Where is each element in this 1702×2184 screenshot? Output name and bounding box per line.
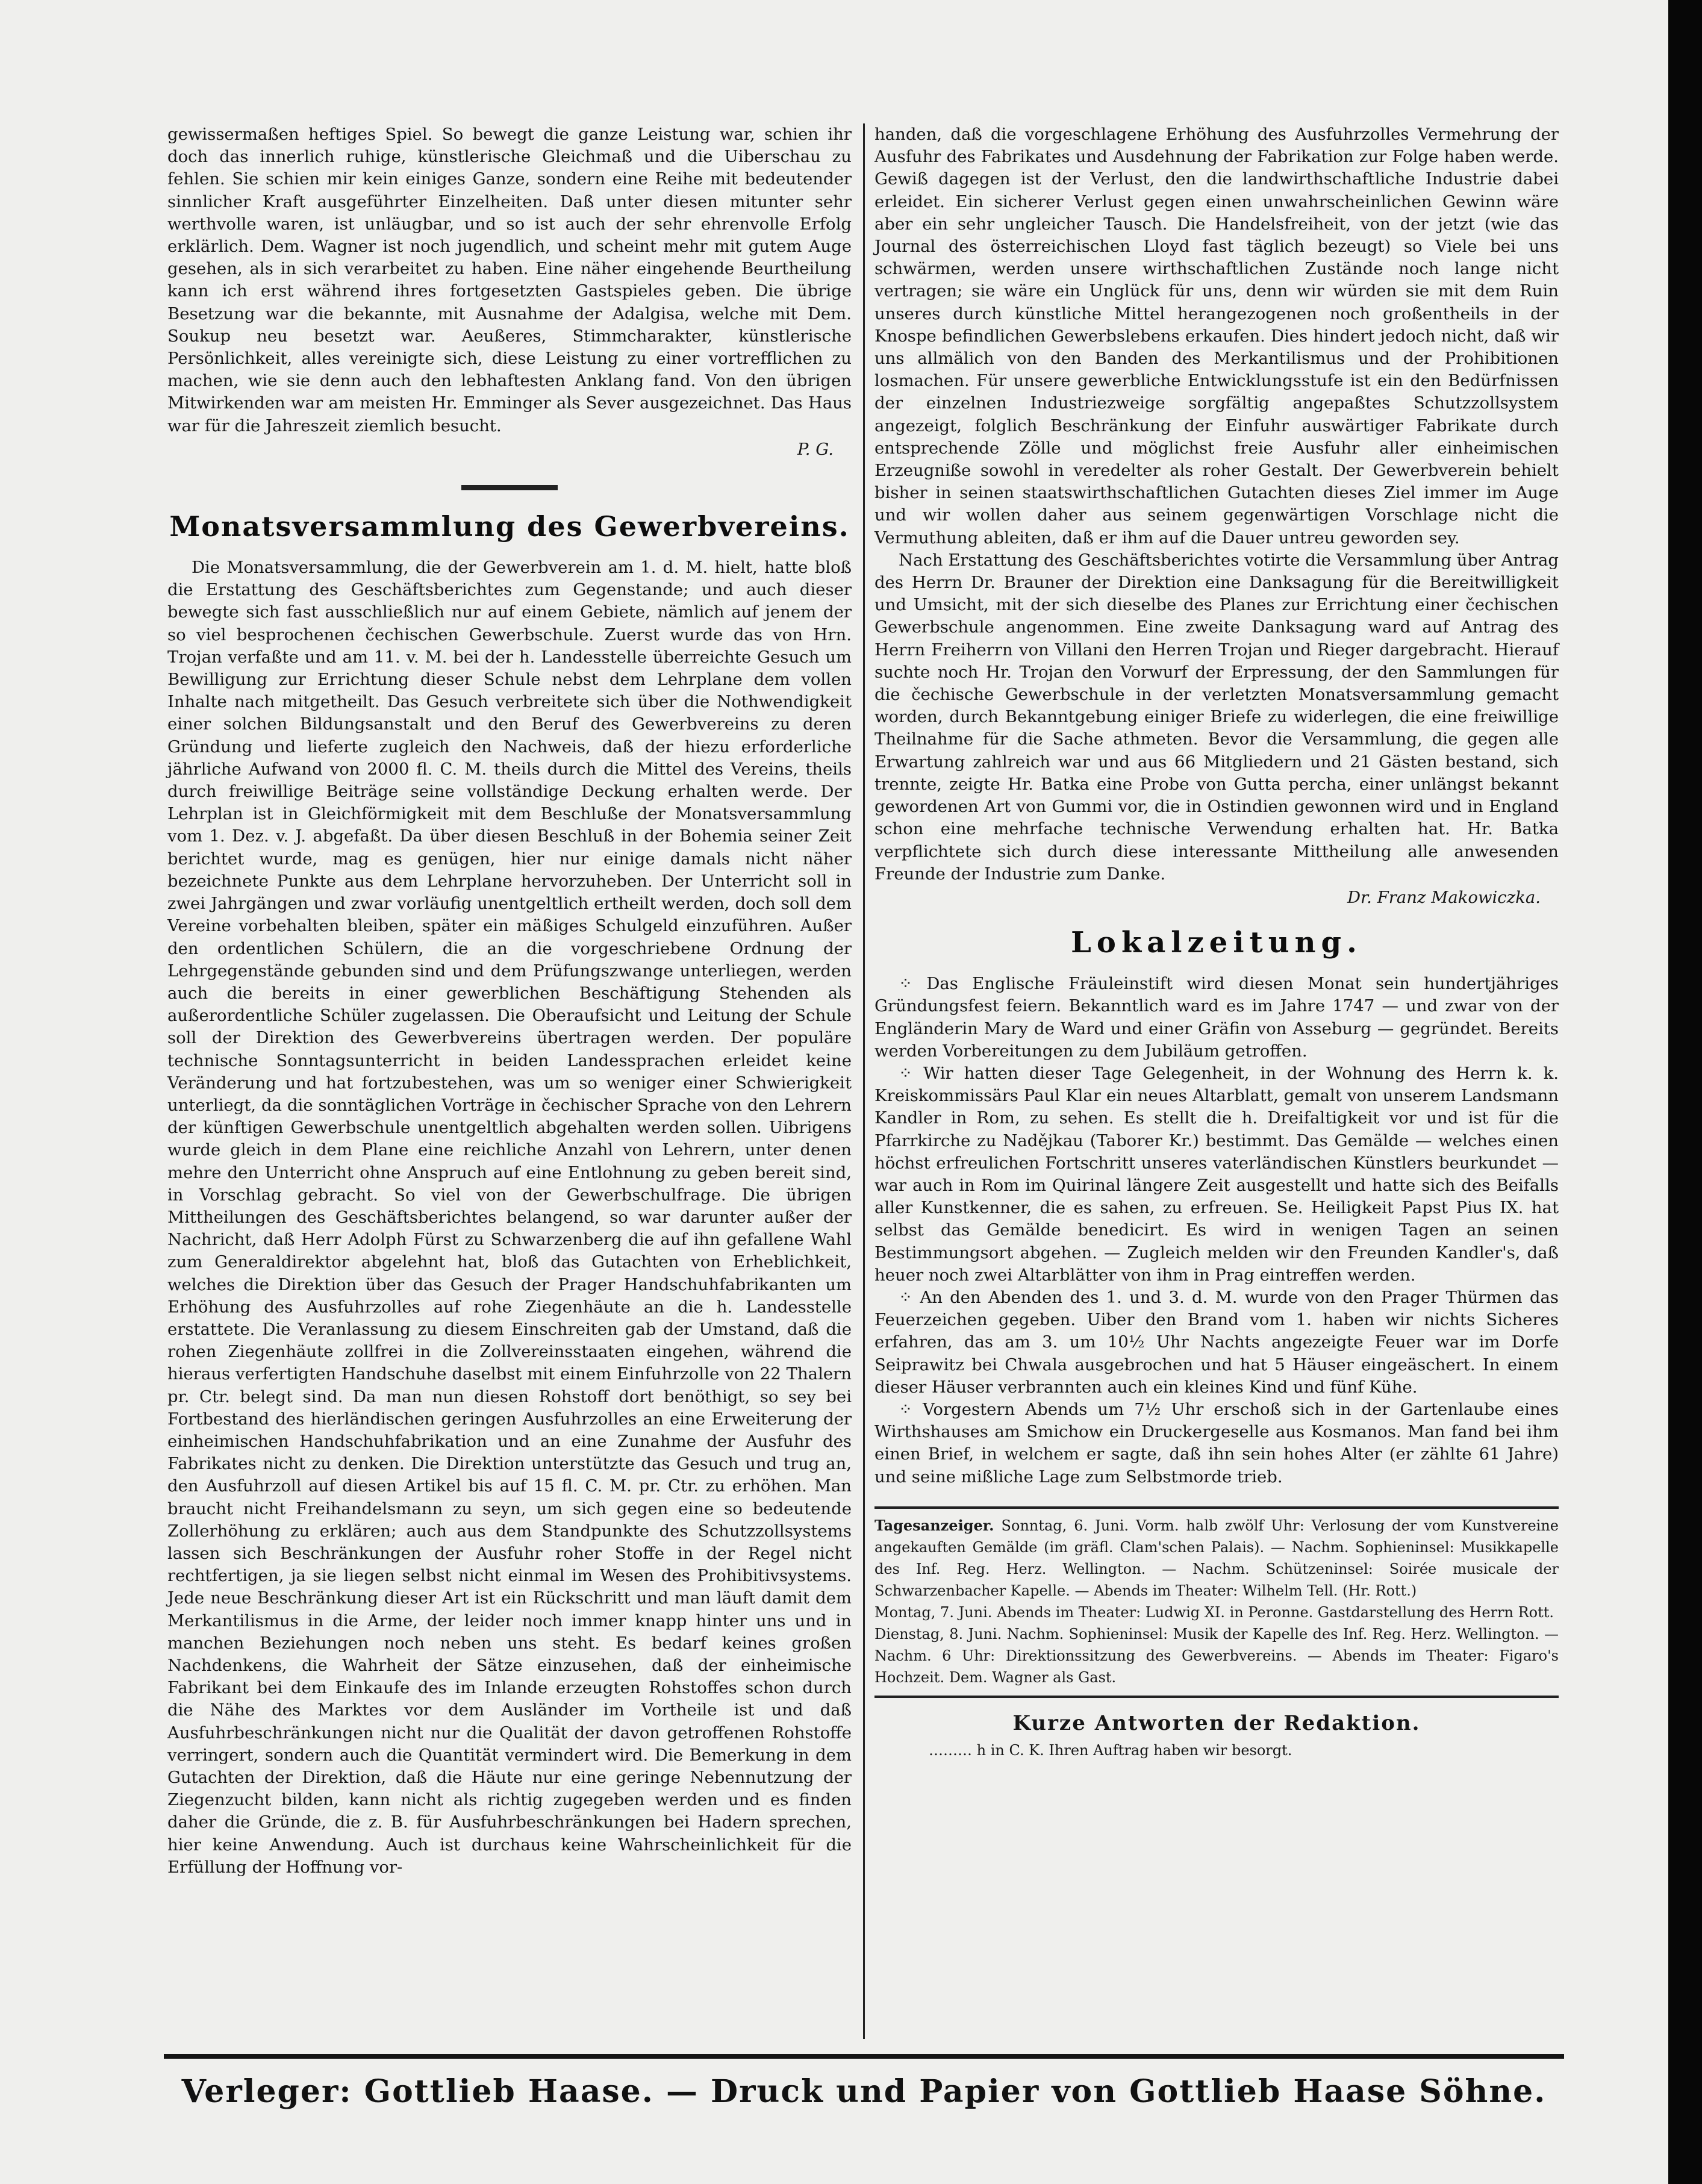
article-continuation: handen, daß die vorgeschlagene Erhöhung des Ausfuhrzolles Vermehrung der Ausfuhr des Fabrikates und Ausdehnung der Fabrikation zur Folge haben werde. Gewiß dagegen ist der Verlust, den die landwirthschaftliche Industrie dabei erleidet. Ein sicherer Verlust gegen einen unwahrscheinlichen Gewinn wäre aber ein sehr ungleicher Tausch. Die Handelsfreiheit, von der jetzt (wie das Journal des österreichischen Lloyd fast täglich bezeugt) so Viele bei uns schwärmen, werden unsere wirthschaftlichen Zustände noch lange nicht vertragen; sie wäre ein Unglück für uns, denn wir würden sie mit dem Ruin unseres durch künstliche Mittel herangezogenen noch großentheils in der Knospe befindlichen Gewerbslebens erkaufen. Dies hindert jedoch nicht, daß wir uns allmälich von den Banden des Merkantilismus und der Prohibitionen losmachen. Für unsere gewerbliche Entwicklungsstufe ist ein den Bedürfnissen der einzelnen Industriezweige sorgfältig angepaßtes Schutzzollsystem angezeigt, folglich Beschränkung der Einfuhr auswärtiger Fabrikate durch entsprechende Zölle und möglichst freie Ausfuhr aller einheimischen Erzeugniße sowohl in veredelter als roher Gestalt. Der Gewerbverein behielt bisher in seinen staatswirthschaftlichen Gutachten dieses Ziel immer im Auge und wir wollen daher aus seinem gegenwärtigen Vorschlage nicht die Vermuthung ableiten, daß er ihm auf die Dauer untreu geworden sey. xyxy=(874,125,1559,548)
left-column xyxy=(167,123,852,1879)
article-continuation-2: Nach Erstattung des Geschäftsberichtes votirte die Versammlung über Antrag des Herrn Dr. Brauner der Direktion eine Danksagung für die Bereitwilligkeit und Umsicht, mit der sich dieselbe des Planes zur Errichtung einer čechischen Gewerbschule angenommen. Eine zweite Danksagung ward auf Antrag des Herrn Freiherrn von Villani den Herren Trojan und Rieger dargebracht. Hierauf suchte noch Hr. Trojan den Vorwurf der Erpressung, der den Sammlungen für die čechische Gewerbschule in der verletzten Monatsversammlung gemacht worden, durch Bekanntgebung einiger Briefe zu widerlegen, die eine freiwillige Theilnahme für die Sache athmeten. Bevor die Versammlung, die gegen alle Erwartung zahlreich war und aus 66 Mitgliedern und 21 Gästen bestand, sich trennte, zeigte Hr. Batka eine Probe von Gutta percha, einer unlängst bekannt gewordenen Art von Gummi vor, die in Ostindien gewonnen wird und in England schon eine mehrfache technische Verwendung erhalten hat. Hr. Batka verpflichtete sich durch diese interessante Mittheilung alle anwesenden Freunde der Industrie zum Danke. xyxy=(874,550,1559,884)
editorial-answers-title: Kurze Antworten der Redaktion. xyxy=(1012,1711,1421,1735)
tagesanzeiger-entry: Montag, 7. Juni. Abends im Theater: Ludwig XI. in Peronne. Gastdarstellung des Herrn Rott. xyxy=(874,1603,1554,1621)
tagesanzeiger-entry-text: Sonntag, 6. Juni. Vorm. halb zwölf Uhr: Verlosung der vom Kunstvereine angekauften Gemälde (im gräfl. Clam'schen Palais). — Nachm. Sophieninsel: Musikkapelle des Inf. Reg. Herz. Wellington. — Nachm. Schützeninsel: Soirée musicale der Schwarzenbacher Kapelle. — Abends im Theater: Wilhelm Tell. (Hr. Rott.) xyxy=(874,1517,1559,1599)
local-item: ⁘ Das Englische Fräuleinstift wird diesen Monat sein hundertjähriges Gründungsfest feiern. Bekanntlich ward es im Jahre 1747 — und zwar von der Engländerin Mary de Ward und einer Gräfin von Asseburg — gegründet. Bereits werden Vorbereitungen zu dem Jubiläum getroffen. xyxy=(874,974,1559,1061)
local-item-text: Das Englische Fräuleinstift wird diesen Monat sein hundertjähriges Gründungsfest feiern. Bekanntlich ward es im Jahre 1747 — und zwar von der Engländerin Mary de Ward und einer Gräfin von Asseburg — gegründet. Bereits werden Vorbereitungen zu dem Jubiläum getroffen. xyxy=(874,974,1559,1061)
local-item: ⁘ Wir hatten dieser Tage Gelegenheit, in der Wohnung des Herrn k. k. Kreiskommissärs Paul Klar ein neues Altarblatt, gemalt von unserem Landsmann Kandler in Rom, zu sehen. Es stellt die h. Dreifaltigkeit vor und ist für die Pfarrkirche zu Nadějkau (Taborer Kr.) bestimmt. Das Gemälde — welches einen höchst erfreulichen Fortschritt unseres vaterländischen Künstlers beurkundet — war auch in Rom im Quirinal längere Zeit ausgestellt und hatte sich des Beifalls aller Kunstkenner, die es sahen, zu erfreuen. Se. Heiligkeit Papst Pius IX. hat selbst das Gemälde benedicirt. Es wird in wenigen Tagen an seinen Bestimmungsort abgehen. — Zugleich melden wir den Freunden Kandler's, daß heuer noch zwei Altarblätter von ihm in Prag eintreffen werden. xyxy=(874,1063,1559,1285)
column-divider xyxy=(863,123,865,2039)
local-item: ⁘ Vorgestern Abends um 7½ Uhr erschoß sich in der Gartenlaube eines Wirthshauses am Smichow ein Druckergeselle aus Kosmanos. Man fand bei ihm einen Brief, in welchem er sagte, daß ihn sein hohes Alter (er zählte 61 Jahre) und seine mißliche Lage zum Selbstmorde trieb. xyxy=(874,1399,1559,1487)
tagesanzeiger-entry xyxy=(874,1515,1559,1602)
tagesanzeiger-entry: Dienstag, 8. Juni. Nachm. Sophieninsel: Musik der Kapelle des Inf. Reg. Herz. Wellington. — Nachm. 6 Uhr: Direktionssitzung des Gewerbvereins. — Abends im Theater: Figaro's Hochzeit. Dem. Wagner als Gast. xyxy=(874,1625,1559,1686)
publisher-imprint: Verleger: Gottlieb Haase. — Druck und Papier von Gottlieb Haase Söhne. xyxy=(181,2073,1547,2110)
local-item: ⁘ An den Abenden des 1. und 3. d. M. wurde von den Prager Thürmen das Feuerzeichen gegeben. Uiber den Brand vom 1. haben wir nichts Sicheres erfahren, das am 3. um 10½ Uhr Nachts angezeigte Feuer war im Dorfe Seiprawitz bei Chwala ausgebrochen und hat 5 Häuser eingeäschert. In einem dieser Häuser verbrannten auch ein kleines Kind und fünf Kühe. xyxy=(874,1287,1559,1397)
local-news-title: Lokalzeitung. xyxy=(1071,926,1362,960)
local-item-text: An den Abenden des 1. und 3. d. M. wurde von den Prager Thürmen das Feuerzeichen gegeben. Uiber den Brand vom 1. haben wir nichts Sicheres erfahren, das am 3. um 10½ Uhr Nachts angezeigte Feuer war im Dorfe Seiprawitz bei Chwala ausgebrochen und hat 5 Häuser eingeäschert. In einem dieser Häuser verbrannten auch ein kleines Kind und fünf Kühe. xyxy=(874,1287,1559,1397)
editorial-answer: ……… h in C. K. Ihren Auftrag haben wir besorgt. xyxy=(929,1741,1292,1759)
article-body: Die Monatsversammlung, die der Gewerbverein am 1. d. M. hielt, hatte bloß die Erstattung des Geschäftsberichtes zum Gegenstande; und auch dieser bewegte sich fast ausschließlich nur auf einem Gebiete, nämlich auf jenem der so viel besprochenen čechischen Gewerbschule. Zuerst wurde das von Hrn. Trojan verfaßte und am 11. v. M. bei der h. Landesstelle überreichte Gesuch um Bewilligung zur Errichtung dieser Schule nebst dem Lehrplane dem vollen Inhalte nach mitgetheilt. Das Gesuch verbreitete sich über die Nothwendigkeit einer solchen Bildungsanstalt und den Beruf des Gewerbvereins zu deren Gründung und lieferte zugleich den Nachweis, daß der hiezu erforderliche jährliche Aufwand von 2000 fl. C. M. theils durch die Mittel des Vereins, theils durch freiwillige Beiträge seine vollständige Deckung erhalten werde. Der Lehrplan ist in Gleichförmigkeit mit dem Beschluße der Monatsversammlung vom 1. Dez. v. J. abgefaßt. Da über diesen Beschluß in der Bohemia seiner Zeit berichtet wurde, mag es genügen, hier nur einige damals nicht näher bezeichnete Punkte aus dem Lehrplane hervorzuheben. Der Unterricht soll in zwei Jahrgängen und zwar vorläufig unentgeltlich ertheilt werden, doch soll dem Vereine vorbehalten bleiben, später ein mäßiges Schulgeld einzuführen. Außer den ordentlichen Schülern, die an die vorgeschriebene Ordnung der Lehrgegenstände gebunden sind und dem Prüfungszwange unterliegen, werden auch die bereits in einer gewerblichen Beschäftigung Stehenden als außerordentliche Schüler zugelassen. Die Oberaufsicht und Leitung der Schule soll der Direktion des Gewerbvereins übertragen werden. Der populäre technische Sonntagsunterricht in beiden Landessprachen erleidet keine Veränderung und hat fortzubestehen, was um so weniger einer Schwierigkeit unterliegt, da die sonntäglichen Vorträge in čechischer Sprache von den Lehrern der künftigen Gewerbschule unentgeltlich abgehalten werden sollen. Uibrigens wurde gleich in dem Plane eine reichliche Anzahl von Lehrern, unter denen mehre den Unterricht ohne Anspruch auf eine Entlohnung zu geben bereit sind, in Vorschlag gebracht. So viel von der Gewerbschulfrage. Die übrigen Mittheilungen des Geschäftsberichtes belangend, so war darunter außer der Nachricht, daß Herr Adolph Fürst zu Schwarzenberg die auf ihn gefallene Wahl zum Generaldirektor abgelehnt hat, bloß das Gutachten von Erheblichkeit, welches die Direktion über das Gesuch der Prager Handschuhfabrikanten um Erhöhung des Ausfuhrzolles auf rohe Ziegenhäute an die h. Landesstelle erstattete. Die Veranlassung zu diesem Einschreiten gab der Umstand, daß die rohen Ziegenhäute zollfrei in die Zollvereinsstaaten eingehen, während die hieraus verfertigten Handschuhe daselbst mit einem Einfuhrzolle von 22 Thalern pr. Ctr. belegt sind. Da man nun diesen Rohstoff dort benöthigt, so sey bei Fortbestand des hierländischen geringen Ausfuhrzolles an eine Erweiterung der einheimischen Handschuhfabrikation und an eine Zunahme der Ausfuhr des Fabrikates nicht zu denken. Die Direktion unterstützte das Gesuch und trug an, den Ausfuhrzoll auf diesen Artikel bis auf 15 fl. C. M. pr. Ctr. zu erhöhen. Man braucht nicht Freihandelsmann zu seyn, um sich gegen eine so bedeutende Zollerhöhung zu erklären; auch aus dem Standpunkte des Schutzzollsystems lassen sich Beschränkungen der Ausfuhr roher Stoffe in der Regel nicht rechtfertigen, ja sie liegen selbst nicht einmal im Wesen des Prohibitivsystems. Jede neue Beschränkung dieser Art ist ein Rückschritt und man läuft damit dem Merkantilismus in die Arme, der leider noch immer knapp hinter uns und in manchen Beziehungen noch neben uns steht. Es bedarf keines großen Nachdenkens, die Wahrheit der Sätze einzusehen, daß der einheimische Fabrikant bei dem Einkaufe des im Inlande erzeugten Rohstoffes schon durch die Nähe des Marktes vor dem Ausländer im Vortheile ist und daß Ausfuhrbeschränkungen nicht nur die Qualität der davon getroffenen Rohstoffe verringert, sondern auch die Quantität vermindert wird. Die Bemerkung in dem Gutachten der Direktion, daß die Häute nur eine geringe Nebennutzung der Ziegenzucht bilden, kann nicht als richtig zugegeben werden und es finden daher die Gründe, die z. B. für Ausfuhrbeschränkungen bei Hadern sprechen, hier keine Anwendung. Auch ist durchaus keine Wahrscheinlichkeit für die Erfüllung der Hoffnung vor- xyxy=(167,558,852,1877)
scan-dark-edge xyxy=(1668,0,1702,2184)
local-item-text: Wir hatten dieser Tage Gelegenheit, in der Wohnung des Herrn k. k. Kreiskommissärs Paul Klar ein neues Altarblatt, gemalt von unserem Landsmann Kandler in Rom, zu sehen. Es stellt die h. Dreifaltigkeit vor und ist für die Pfarrkirche zu Nadějkau (Taborer Kr.) bestimmt. Das Gemälde — welches einen höchst erfreulichen Fortschritt unseres vaterländischen Künstlers beurkundet — war auch in Rom im Quirinal längere Zeit ausgestellt und hatte sich des Beifalls aller Kunstkenner, die es sahen, zu erfreuen. Se. Heiligkeit Papst Pius IX. hat selbst das Gemälde benedicirt. Es wird in wenigen Tagen an seinen Bestimmungsort abgehen. — Zugleich melden wir den Freunden Kandler's, daß heuer noch zwei Altarblätter von ihm in Prag eintreffen werden. xyxy=(874,1063,1559,1285)
theater-review-paragraph: gewissermaßen heftiges Spiel. So bewegt die ganze Leistung war, schien ihr doch das innerlich ruhige, künstlerische Gleichmaß und die Uiberschau zu fehlen. Sie schien mir kein einiges Ganze, sondern eine Reihe mit bedeutender sinnlicher Kraft ausgeführter Einzelheiten. Daß unter diesen mitunter sehr werthvolle waren, ist unläugbar, und so ist auch der sehr ehrenvolle Erfolg erklärlich. Dem. Wagner ist noch jugendlich, und scheint mehr mit gutem Auge gesehen, als in sich verarbeitet zu haben. Eine näher eingehende Beurtheilung kann ich erst während ihres fortgesetzten Gastspieles geben. Die übrige Besetzung war die bekannte, mit Ausnahme der Adalgisa, welche mit Dem. Soukup neu besetzt war. Aeußeres, Stimmcharakter, künstlerische Persönlichkeit, alles vereinigte sich, diese Leistung zu einer vortrefflichen zu machen, wie sie denn auch den lebhaftesten Anklang fand. Von den übrigen Mitwirkenden war am meisten Hr. Emminger als Sever ausgezeichnet. Das Haus war für die Jahreszeit ziemlich besucht. xyxy=(167,125,852,435)
article-title: Monatsversammlung des Gewerbvereins. xyxy=(169,510,850,543)
tagesanzeiger-label: Tagesanzeiger. xyxy=(874,1516,994,1534)
article-signature: Dr. Franz Makowiczka. xyxy=(1347,887,1541,907)
footer-rule xyxy=(164,2054,1564,2059)
local-item-text: Vorgestern Abends um 7½ Uhr erschoß sich in der Gartenlaube eines Wirthshauses am Smichow ein Druckergeselle aus Kosmanos. Man fand bei ihm einen Brief, in welchem er sagte, daß ihn sein hohes Alter (er zählte 61 Jahre) und seine mißliche Lage zum Selbstmorde trieb. xyxy=(874,1399,1559,1487)
right-column xyxy=(874,123,1559,1761)
review-signature: P. G. xyxy=(797,439,834,459)
section-divider xyxy=(461,485,558,490)
tagesanzeiger-box xyxy=(874,1506,1559,1698)
